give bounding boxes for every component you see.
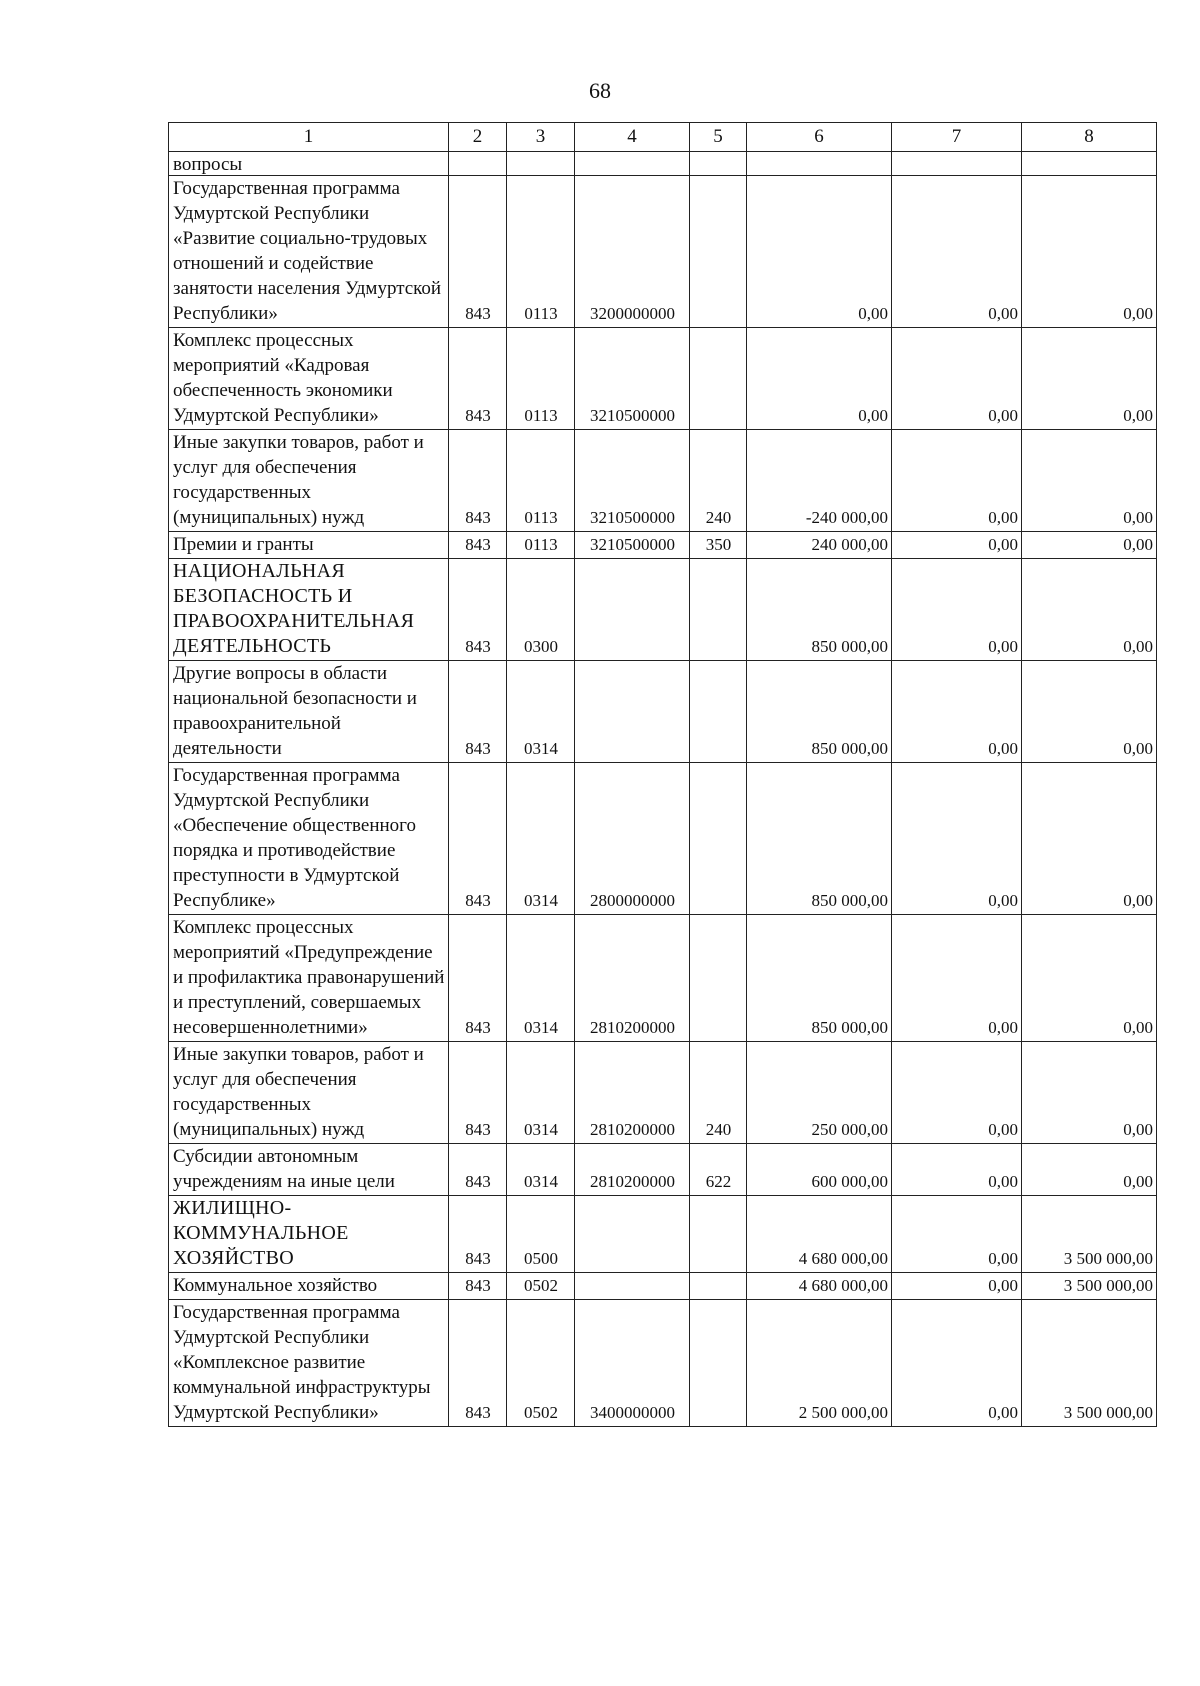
cell-section: 0113	[507, 328, 575, 430]
cell-ministry: 843	[449, 661, 507, 763]
cell-expense-type: 622	[690, 1144, 747, 1196]
cell-amount-6: 4 680 000,00	[747, 1273, 892, 1300]
column-header: 8	[1022, 123, 1157, 152]
column-header: 6	[747, 123, 892, 152]
cell-ministry: 843	[449, 430, 507, 532]
cell-target: 3210500000	[575, 532, 690, 559]
cell-target: 2800000000	[575, 763, 690, 915]
cell-expense-type: 350	[690, 532, 747, 559]
cell-target	[575, 1196, 690, 1273]
cell-amount-8	[1022, 152, 1157, 176]
cell-ministry: 843	[449, 1144, 507, 1196]
cell-amount-7: 0,00	[892, 1042, 1022, 1144]
table-row	[169, 661, 1157, 763]
cell-expense-type	[690, 1300, 747, 1427]
cell-target: 2810200000	[575, 1042, 690, 1144]
cell-target: 2810200000	[575, 915, 690, 1042]
cell-amount-8: 3 500 000,00	[1022, 1273, 1157, 1300]
cell-target	[575, 1273, 690, 1300]
cell-section: 0300	[507, 559, 575, 661]
row-name: Иные закупки товаров, работ и услуг для обеспечения государственных (муниципальных) нужд	[169, 430, 449, 532]
cell-amount-6: 850 000,00	[747, 763, 892, 915]
row-name: ЖИЛИЩНО-КОММУНАЛЬНОЕ ХОЗЯЙСТВО	[169, 1196, 449, 1273]
row-name: Другие вопросы в области национальной безопасности и правоохранительной деятельности	[169, 661, 449, 763]
row-name: Коммунальное хозяйство	[169, 1273, 449, 1300]
cell-section: 0113	[507, 532, 575, 559]
cell-section: 0502	[507, 1273, 575, 1300]
cell-section: 0500	[507, 1196, 575, 1273]
cell-amount-6: 850 000,00	[747, 559, 892, 661]
cell-ministry: 843	[449, 763, 507, 915]
table-row	[169, 1042, 1157, 1144]
row-name: Комплекс процессных мероприятий «Кадровая обеспеченность экономики Удмуртской Республики»	[169, 328, 449, 430]
cell-section: 0314	[507, 1042, 575, 1144]
cell-amount-6: 2 500 000,00	[747, 1300, 892, 1427]
column-header: 2	[449, 123, 507, 152]
cell-amount-7: 0,00	[892, 1196, 1022, 1273]
cell-section: 0502	[507, 1300, 575, 1427]
cell-amount-6: 250 000,00	[747, 1042, 892, 1144]
row-name: Государственная программа Удмуртской Республики «Обеспечение общественного порядка и противодействие преступности в Удмуртской Республике»	[169, 763, 449, 915]
cell-amount-7: 0,00	[892, 763, 1022, 915]
cell-expense-type: 240	[690, 1042, 747, 1144]
cell-ministry	[449, 152, 507, 176]
cell-amount-6: 0,00	[747, 176, 892, 328]
row-name: Субсидии автономным учреждениям на иные цели	[169, 1144, 449, 1196]
cell-section: 0314	[507, 915, 575, 1042]
cell-amount-6: 0,00	[747, 328, 892, 430]
cell-amount-8: 0,00	[1022, 559, 1157, 661]
cell-amount-6: 850 000,00	[747, 661, 892, 763]
column-header: 5	[690, 123, 747, 152]
cell-expense-type	[690, 661, 747, 763]
cell-section: 0314	[507, 763, 575, 915]
cell-amount-6: 600 000,00	[747, 1144, 892, 1196]
column-header: 3	[507, 123, 575, 152]
cell-section: 0314	[507, 1144, 575, 1196]
table-row	[169, 152, 1157, 176]
table-row	[169, 430, 1157, 532]
cell-section: 0314	[507, 661, 575, 763]
cell-expense-type	[690, 915, 747, 1042]
table-row	[169, 1144, 1157, 1196]
cell-amount-7: 0,00	[892, 328, 1022, 430]
cell-expense-type	[690, 152, 747, 176]
cell-expense-type	[690, 559, 747, 661]
column-header: 1	[169, 123, 449, 152]
column-header: 7	[892, 123, 1022, 152]
row-name: Комплекс процессных мероприятий «Предупреждение и профилактика правонарушений и преступлений, совершаемых несовершеннолетними»	[169, 915, 449, 1042]
table-row	[169, 1273, 1157, 1300]
cell-amount-8: 0,00	[1022, 328, 1157, 430]
row-name: Государственная программа Удмуртской Республики «Развитие социально-трудовых отношений и содействие занятости населения Удмуртской Республики»	[169, 176, 449, 328]
cell-amount-6: 850 000,00	[747, 915, 892, 1042]
cell-expense-type	[690, 1273, 747, 1300]
cell-expense-type	[690, 763, 747, 915]
cell-target: 3200000000	[575, 176, 690, 328]
cell-amount-8: 0,00	[1022, 430, 1157, 532]
cell-target: 2810200000	[575, 1144, 690, 1196]
cell-ministry: 843	[449, 532, 507, 559]
row-name: НАЦИОНАЛЬНАЯ БЕЗОПАСНОСТЬ И ПРАВООХРАНИТЕЛЬНАЯ ДЕЯТЕЛЬНОСТЬ	[169, 559, 449, 661]
row-name: Иные закупки товаров, работ и услуг для обеспечения государственных (муниципальных) нужд	[169, 1042, 449, 1144]
cell-amount-7: 0,00	[892, 915, 1022, 1042]
cell-ministry: 843	[449, 559, 507, 661]
cell-ministry: 843	[449, 1196, 507, 1273]
cell-amount-8: 3 500 000,00	[1022, 1196, 1157, 1273]
cell-amount-6: 4 680 000,00	[747, 1196, 892, 1273]
cell-section: 0113	[507, 430, 575, 532]
cell-amount-8: 0,00	[1022, 1144, 1157, 1196]
cell-amount-7: 0,00	[892, 1273, 1022, 1300]
cell-ministry: 843	[449, 1300, 507, 1427]
cell-expense-type	[690, 328, 747, 430]
cell-ministry: 843	[449, 328, 507, 430]
table-row	[169, 328, 1157, 430]
cell-amount-8: 0,00	[1022, 176, 1157, 328]
cell-amount-7: 0,00	[892, 559, 1022, 661]
cell-amount-7: 0,00	[892, 176, 1022, 328]
cell-amount-8: 0,00	[1022, 532, 1157, 559]
row-name: вопросы	[169, 152, 449, 176]
header-row	[169, 123, 1157, 152]
cell-amount-8: 3 500 000,00	[1022, 1300, 1157, 1427]
cell-amount-6: -240 000,00	[747, 430, 892, 532]
cell-section: 0113	[507, 176, 575, 328]
cell-amount-8: 0,00	[1022, 763, 1157, 915]
cell-target: 3210500000	[575, 328, 690, 430]
cell-amount-8: 0,00	[1022, 915, 1157, 1042]
table-row	[169, 1196, 1157, 1273]
row-name: Государственная программа Удмуртской Республики «Комплексное развитие коммунальной инфраструктуры Удмуртской Республики»	[169, 1300, 449, 1427]
cell-target	[575, 152, 690, 176]
cell-amount-7: 0,00	[892, 532, 1022, 559]
table-row	[169, 915, 1157, 1042]
cell-section	[507, 152, 575, 176]
cell-expense-type	[690, 176, 747, 328]
cell-target	[575, 559, 690, 661]
cell-amount-7: 0,00	[892, 1144, 1022, 1196]
table-row	[169, 559, 1157, 661]
cell-ministry: 843	[449, 915, 507, 1042]
row-name: Премии и гранты	[169, 532, 449, 559]
table-row	[169, 176, 1157, 328]
cell-target: 3210500000	[575, 430, 690, 532]
column-header: 4	[575, 123, 690, 152]
budget-table	[168, 122, 1157, 1427]
table-row	[169, 532, 1157, 559]
cell-amount-6	[747, 152, 892, 176]
cell-amount-8: 0,00	[1022, 661, 1157, 763]
cell-amount-8: 0,00	[1022, 1042, 1157, 1144]
cell-amount-7: 0,00	[892, 1300, 1022, 1427]
cell-target: 3400000000	[575, 1300, 690, 1427]
cell-ministry: 843	[449, 176, 507, 328]
cell-amount-7: 0,00	[892, 430, 1022, 532]
cell-target	[575, 661, 690, 763]
cell-amount-7: 0,00	[892, 661, 1022, 763]
cell-amount-7	[892, 152, 1022, 176]
cell-ministry: 843	[449, 1042, 507, 1144]
cell-expense-type: 240	[690, 430, 747, 532]
cell-amount-6: 240 000,00	[747, 532, 892, 559]
page-number: 68	[589, 78, 611, 103]
cell-expense-type	[690, 1196, 747, 1273]
table-row	[169, 1300, 1157, 1427]
cell-ministry: 843	[449, 1273, 507, 1300]
table-row	[169, 763, 1157, 915]
